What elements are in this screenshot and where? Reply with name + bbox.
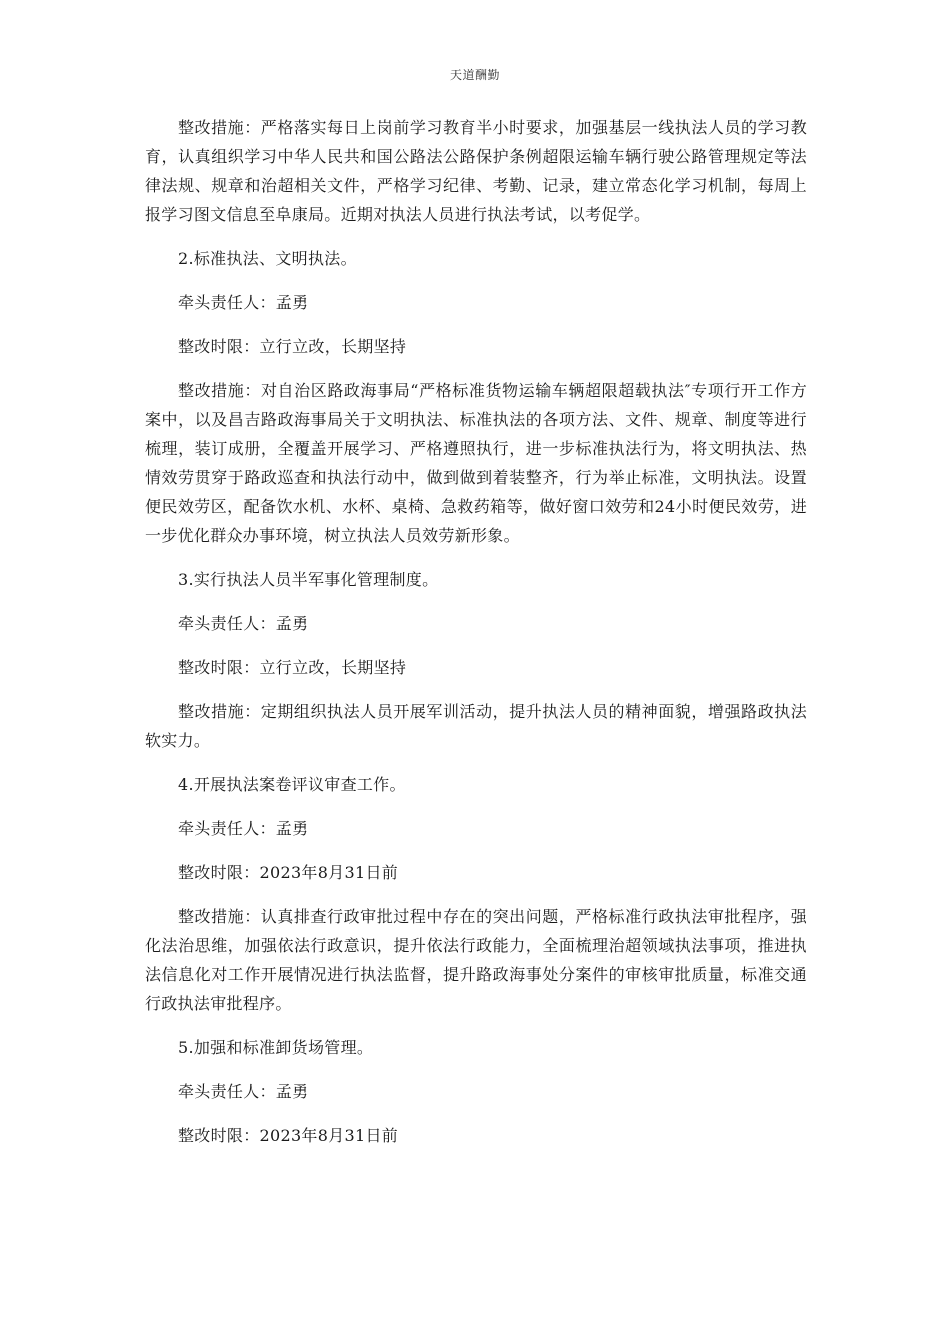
deadline: 整改时限：立行立改，长期坚持 bbox=[178, 658, 407, 677]
deadline: 整改时限：2023年8月31日前 bbox=[178, 1126, 399, 1145]
responsible-person: 牵头责任人：孟勇 bbox=[178, 819, 309, 838]
deadline: 整改时限：2023年8月31日前 bbox=[178, 863, 399, 882]
section-heading-4: 4.开展执法案卷评议审查工作。 bbox=[178, 775, 406, 794]
deadline: 整改时限：立行立改，长期坚持 bbox=[178, 337, 407, 356]
responsible-person: 牵头责任人：孟勇 bbox=[178, 293, 309, 312]
section-heading-5: 5.加强和标准卸货场管理。 bbox=[178, 1038, 374, 1057]
paragraph-measures-3: 整改措施：定期组织执法人员开展军训活动，提升执法人员的精神面貌，增强路政执法软实力。 bbox=[145, 702, 807, 750]
document-body bbox=[145, 113, 807, 1165]
section-heading-3: 3.实行执法人员半军事化管理制度。 bbox=[178, 570, 439, 589]
paragraph-measures-2: 整改措施：对自治区路政海事局“严格标准货物运输车辆超限超载执法″专项行开工作方案中，以及昌吉路政海事局关于文明执法、标准执法的各项方法、文件、规章、制度等进行梳理，装订成册，全覆盖开展学习、严格遵照执行，进一步标准执法行为，将文明执法、热情效劳贯穿于路政巡查和执法行动中，做到做到着装整齐，行为举止标准，文明执法。设置便民效劳区，配备饮水机、水杯、桌椅、急救药箱等，做好窗口效劳和24小时便民效劳，进一步优化群众办事环境，树立执法人员效劳新形象。 bbox=[145, 381, 807, 545]
responsible-person: 牵头责任人：孟勇 bbox=[178, 1082, 309, 1101]
section-heading-2: 2.标准执法、文明执法。 bbox=[178, 249, 357, 268]
responsible-person: 牵头责任人：孟勇 bbox=[178, 614, 309, 633]
page-header: 天道酬勤 bbox=[449, 68, 500, 82]
paragraph-measures-4: 整改措施：认真排查行政审批过程中存在的突出问题，严格标准行政执法审批程序，强化法治思维，加强依法行政意识，提升依法行政能力，全面梳理治超领域执法事项，推进执法信息化对工作开展情况进行执法监督，提升路政海事处分案件的审核审批质量，标准交通行政执法审批程序。 bbox=[145, 907, 807, 1013]
paragraph-measures-1: 整改措施：严格落实每日上岗前学习教育半小时要求，加强基层一线执法人员的学习教育，认真组织学习中华人民共和国公路法公路保护条例超限运输车辆行驶公路管理规定等法律法规、规章和治超相关文件，严格学习纪律、考勤、记录，建立常态化学习机制，每周上报学习图文信息至阜康局。近期对执法人员进行执法考试，以考促学。 bbox=[145, 118, 807, 224]
